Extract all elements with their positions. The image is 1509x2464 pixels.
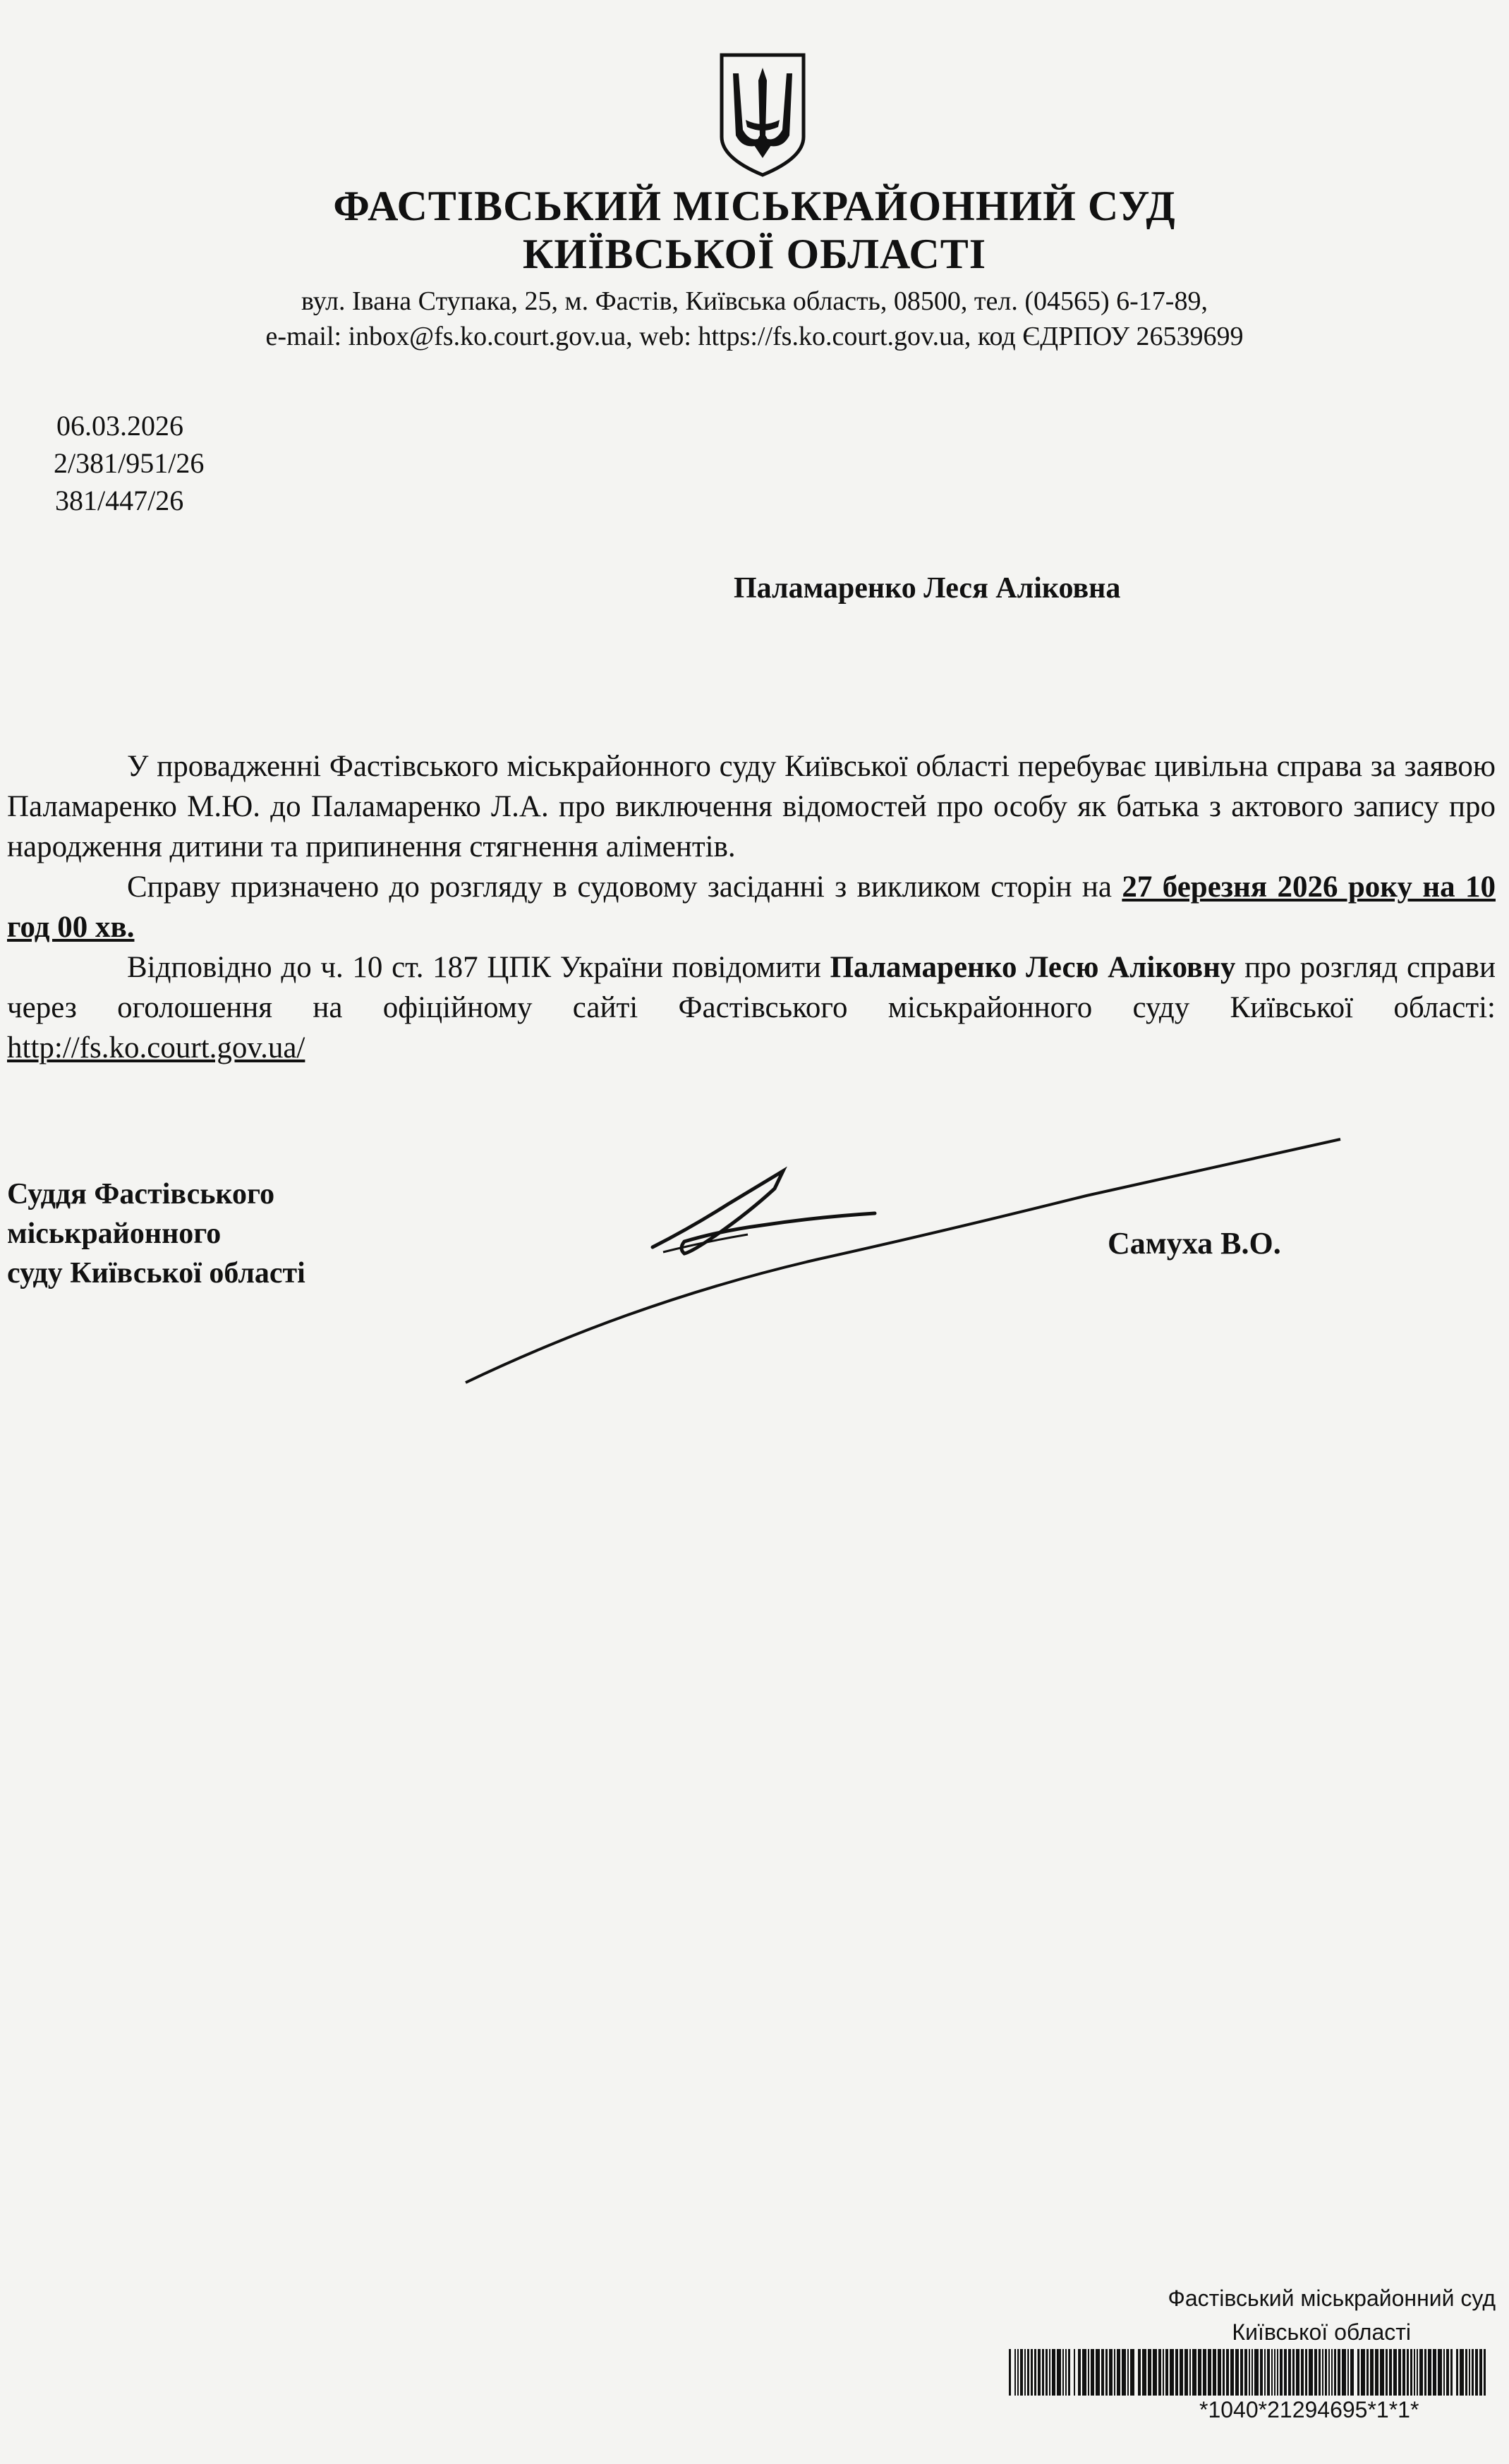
- barcode-bar: [1331, 2349, 1333, 2396]
- barcode-bar: [1402, 2349, 1405, 2396]
- barcode-bar: [1240, 2349, 1243, 2396]
- barcode-bar: [1096, 2349, 1100, 2396]
- barcode-bar: [1213, 2349, 1216, 2396]
- barcode-bar: [1114, 2349, 1115, 2396]
- barcode-bar: [1342, 2349, 1346, 2396]
- paragraph-case-info: У провадженні Фастівського міськрайонного суду Київської області перебуває цивільна справа за заявою Паламаренко М.Ю. до Паламаренко Л.А. про виключення відомостей про особу як батька з актового запису про народження дитини та припинення стягнення аліментів.: [7, 750, 1496, 863]
- letter-date: 06.03.2026: [56, 410, 183, 442]
- barcode-bar: [1189, 2349, 1191, 2396]
- barcode-number: *1040*21294695*1*1*: [1199, 2397, 1419, 2422]
- barcode-bar: [1198, 2349, 1201, 2396]
- barcode-bar: [1208, 2349, 1211, 2396]
- barcode-bar: [1277, 2349, 1278, 2396]
- court-contacts: e-mail: inbox@fs.ko.court.gov.ua, web: https://fs.ko.court.gov.ua, код ЄДРПОУ 26539699: [265, 322, 1244, 351]
- judge-title-line1: Суддя Фастівського: [7, 1178, 275, 1210]
- barcode-bar: [1014, 2349, 1016, 2396]
- barcode-bar: [1296, 2349, 1299, 2396]
- barcode-bar: [1469, 2349, 1470, 2396]
- barcode-bar: [1334, 2349, 1336, 2396]
- barcode-bar: [1386, 2349, 1388, 2396]
- barcode-bar: [1475, 2349, 1478, 2396]
- barcode-bar: [1223, 2349, 1225, 2396]
- barcode-bar: [1127, 2349, 1129, 2396]
- barcode-bar: [1417, 2349, 1418, 2396]
- court-name-line2: КИЇВСЬКОЇ ОБЛАСТІ: [522, 231, 987, 277]
- barcode-bar: [1472, 2349, 1474, 2396]
- barcode-bar: [1074, 2349, 1075, 2396]
- barcode-bar: [1062, 2349, 1064, 2396]
- barcode-bar: [1184, 2349, 1188, 2396]
- barcode-bar: [1438, 2349, 1442, 2396]
- letter-body: [7, 746, 1496, 1068]
- barcode-bar: [1218, 2349, 1221, 2396]
- barcode-bar: [1042, 2349, 1044, 2396]
- judge-title-line3: суду Київської області: [7, 1257, 305, 1289]
- barcode-bar: [1088, 2349, 1089, 2396]
- barcode-bar: [1465, 2349, 1467, 2396]
- barcode-bar: [1122, 2349, 1126, 2396]
- barcode-bar: [1180, 2349, 1183, 2396]
- barcode-bar: [1309, 2349, 1313, 2396]
- barcode-bar: [1020, 2349, 1023, 2396]
- barcode-bar: [1101, 2349, 1104, 2396]
- barcode-bar: [1419, 2349, 1423, 2396]
- barcode-bar: [1109, 2349, 1113, 2396]
- barcode-bar: [1148, 2349, 1151, 2396]
- outgoing-number: 2/381/951/26: [54, 447, 205, 479]
- notification-intro-text: Відповідно до ч. 10 ст. 187 ЦПК України повідомити: [127, 951, 830, 984]
- barcode-bar: [1264, 2349, 1266, 2396]
- court-website-link[interactable]: http://fs.ko.court.gov.ua/: [7, 1031, 305, 1064]
- case-number: 381/447/26: [55, 485, 184, 516]
- barcode-bar: [1117, 2349, 1120, 2396]
- barcode-bar: [1024, 2349, 1026, 2396]
- barcode-bar: [1254, 2349, 1259, 2396]
- barcode-bar: [1163, 2349, 1164, 2396]
- barcode-bar: [1366, 2349, 1369, 2396]
- barcode-bar: [1027, 2349, 1029, 2396]
- barcode-bar: [1068, 2349, 1070, 2396]
- barcode-bar: [1305, 2349, 1307, 2396]
- barcode-bar: [1057, 2349, 1061, 2396]
- barcode-bar: [1450, 2349, 1453, 2396]
- barcode-bar: [1443, 2349, 1445, 2396]
- paragraph-notification: [7, 947, 1496, 1068]
- barcode-bar: [1105, 2349, 1108, 2396]
- barcode-bar: [1479, 2349, 1482, 2396]
- barcode-bar: [1414, 2349, 1415, 2396]
- barcode-bar: [1034, 2349, 1036, 2396]
- barcode-bar: [1375, 2349, 1378, 2396]
- barcode-bar: [1288, 2349, 1291, 2396]
- addressee-name: Паламаренко Леся Аліковна: [734, 572, 1121, 605]
- barcode-bar: [1078, 2349, 1081, 2396]
- barcode-bar: [1031, 2349, 1033, 2396]
- court-name-line1: ФАСТІВСЬКИЙ МІСЬКРАЙОННИЙ СУД: [333, 183, 1176, 229]
- notification-text: про розгляд справи через оголошення на офіційному сайті Фастівського міськрайонного суду Київської області:: [7, 951, 1496, 1024]
- barcode-bar: [1230, 2349, 1234, 2396]
- barcode-bar: [1153, 2349, 1157, 2396]
- barcode-bar: [1130, 2349, 1134, 2396]
- barcode-bar: [1142, 2349, 1146, 2396]
- barcode-bar: [1192, 2349, 1196, 2396]
- barcode-bar: [1398, 2349, 1401, 2396]
- barcode-bar: [1456, 2349, 1458, 2396]
- stamp-court-name: Фастівський міськрайонний суд: [1168, 2286, 1496, 2311]
- barcode-bar: [1235, 2349, 1239, 2396]
- barcode-bar: [1165, 2349, 1168, 2396]
- barcode-bar: [1357, 2349, 1359, 2396]
- barcode-bar: [1389, 2349, 1392, 2396]
- hearing-datetime: 27 березня 2026 року на 10 год 00 хв.: [7, 870, 1496, 944]
- barcode-bar: [1284, 2349, 1287, 2396]
- barcode-bar: [1260, 2349, 1263, 2396]
- barcode-bar: [1158, 2349, 1161, 2396]
- barcode-bar: [1314, 2349, 1317, 2396]
- stamp-court-region: Київської області: [1232, 2319, 1411, 2345]
- barcode-bar: [1350, 2349, 1354, 2396]
- barcode-bar: [1301, 2349, 1304, 2396]
- barcode-bar: [1138, 2349, 1141, 2396]
- barcode-bar: [1370, 2349, 1374, 2396]
- notified-person-name: Паламаренко Лесю Аліковну: [830, 951, 1236, 984]
- barcode-bar: [1280, 2349, 1283, 2396]
- barcode-bar: [1274, 2349, 1275, 2396]
- barcode-bar: [1380, 2349, 1384, 2396]
- barcode-bar: [1361, 2349, 1365, 2396]
- barcode-bar: [1433, 2349, 1436, 2396]
- barcode-bar: [1049, 2349, 1050, 2396]
- judge-title-line2: міськрайонного: [7, 1218, 222, 1250]
- barcode-bar: [1319, 2349, 1321, 2396]
- paragraph-hearing-date: [7, 867, 1496, 947]
- barcode-bar: [1424, 2349, 1426, 2396]
- barcode-bar: [1065, 2349, 1067, 2396]
- barcode-bar: [1271, 2349, 1273, 2396]
- hearing-intro-text: Справу призначено до розгляду в судовому засіданні з викликом сторін на: [127, 870, 1122, 904]
- barcode-bar: [1091, 2349, 1094, 2396]
- barcode-bar: [1407, 2349, 1409, 2396]
- barcode-bar: [1249, 2349, 1250, 2396]
- trident-coat-of-arms-icon: [717, 52, 808, 178]
- barcode-bar: [1244, 2349, 1247, 2396]
- barcode-bar: [1046, 2349, 1048, 2396]
- barcode-bar: [1226, 2349, 1229, 2396]
- barcode-bar: [1038, 2349, 1041, 2396]
- barcode-bar: [1009, 2349, 1011, 2396]
- barcode-bar: [1017, 2349, 1019, 2396]
- barcode-bar: [1338, 2349, 1340, 2396]
- barcode-bar: [1292, 2349, 1295, 2396]
- barcode-bar: [1252, 2349, 1253, 2396]
- barcode-bar: [1410, 2349, 1412, 2396]
- barcode-bar: [1052, 2349, 1055, 2396]
- barcode-bar: [1267, 2349, 1270, 2396]
- barcode-bar: [1170, 2349, 1174, 2396]
- barcode-bar: [1082, 2349, 1086, 2396]
- barcode-bar: [1175, 2349, 1178, 2396]
- barcode-bar: [1325, 2349, 1327, 2396]
- barcode-bar: [1328, 2349, 1330, 2396]
- barcode-bar: [1393, 2349, 1397, 2396]
- court-address: вул. Івана Ступака, 25, м. Фастів, Київська область, 08500, тел. (04565) 6-17-89,: [301, 286, 1208, 316]
- barcode-bar: [1428, 2349, 1431, 2396]
- barcode-bar: [1446, 2349, 1449, 2396]
- barcode-bar: [1203, 2349, 1206, 2396]
- judge-title: [7, 1175, 305, 1293]
- barcode-bar: [1347, 2349, 1349, 2396]
- barcode-bar: [1484, 2349, 1486, 2396]
- barcode: [1009, 2349, 1489, 2396]
- barcode-bar: [1460, 2349, 1464, 2396]
- judge-name: Самуха В.О.: [1108, 1226, 1281, 1261]
- barcode-bar: [1322, 2349, 1323, 2396]
